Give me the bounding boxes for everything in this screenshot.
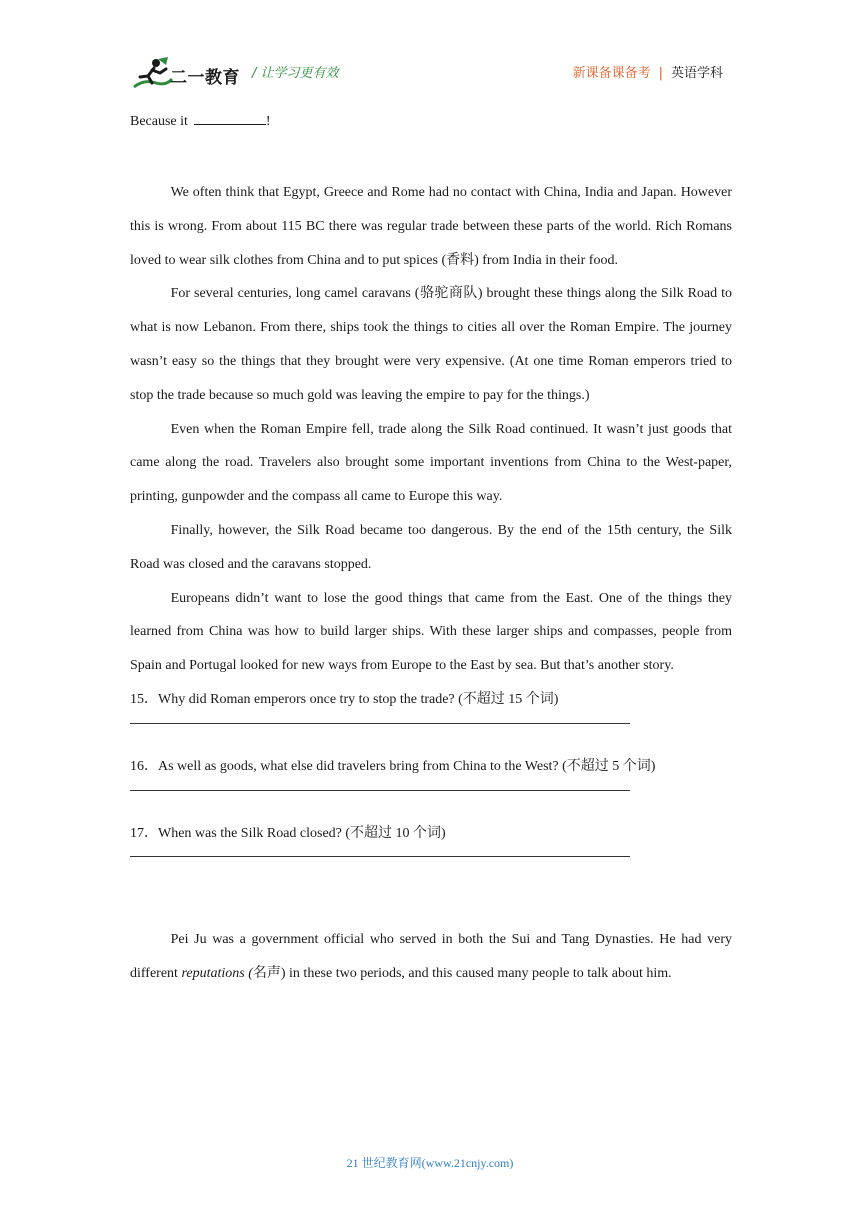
passage-paragraph: Even when the Roman Empire fell, trade along the Silk Road continued. It wasn’t just goods that came along the road. Travelers also brought some important inventions from China to the West-paper, printing, gunpowder and the compass all came to Europe this way. bbox=[130, 421, 732, 505]
passage-paragraph: Europeans didn’t want to lose the good things that came from the East. One of the things they learned from China was how to build larger ships. With these larger ships and compasses, people from Spain and Portugal looked for new ways from Europe to the East by sea. But that’s another story. bbox=[130, 590, 732, 674]
passage2-before: Pei Ju was a government official who served in both the Sui and Tang Dynasties. He had very different bbox=[130, 932, 732, 982]
intro-prefix: Because it bbox=[130, 114, 188, 129]
slogan: / 让学习更有效 bbox=[252, 66, 339, 81]
subject-label: 英语学科 bbox=[670, 66, 723, 81]
passage2-italic-term: reputations ( bbox=[181, 966, 253, 982]
document-body bbox=[130, 110, 732, 991]
answer-line-16[interactable] bbox=[130, 790, 630, 791]
passage2-paragraph bbox=[130, 923, 732, 991]
page-footer: 21 世纪教育网(www.21cnjy.com) bbox=[346, 1156, 514, 1170]
header-subject-info bbox=[573, 62, 723, 81]
page-header bbox=[0, 0, 860, 100]
passage2-after: 名声) in these two periods, and this caused many people to talk about him. bbox=[252, 966, 672, 982]
passage-paragraph: We often think that Egypt, Greece and Rome had no contact with China, India and Japan. However this is wrong. From about 115 BC there was regular trade between these parts of the world. Rich Romans loved to wear silk clothes from China and to put spices (香料) from India in their food. bbox=[130, 185, 732, 268]
question-17: 17．When was the Silk Road closed? (不超过 10 个词) bbox=[130, 825, 446, 841]
intro-line bbox=[130, 110, 732, 134]
question-16: 16．As well as goods, what else did travelers bring from China to the West? (不超过 5 个词) bbox=[130, 758, 656, 774]
logo-text: 二一教育 bbox=[170, 68, 240, 88]
answer-line-17[interactable] bbox=[130, 856, 630, 857]
intro-suffix: ! bbox=[265, 114, 271, 129]
fill-blank[interactable] bbox=[194, 110, 266, 125]
header-divider: | bbox=[658, 66, 663, 81]
runner-logo-icon bbox=[130, 57, 174, 91]
category-label: 新课备课备考 bbox=[572, 66, 651, 81]
logo bbox=[130, 57, 240, 91]
answer-line-15[interactable] bbox=[130, 723, 630, 724]
passage-paragraph: Finally, however, the Silk Road became too dangerous. By the end of the 15th century, the Silk Road was closed and the caravans stopped. bbox=[130, 522, 732, 572]
passage-paragraph: For several centuries, long camel caravans (骆驼商队) brought these things along the Silk Road to what is now Lebanon. From there, ships took the things to cities all over the Roman Empire. The journey wasn’t easy so the things that they brought were very expensive. (At one time Roman emperors tried to stop the trade because so much gold was leaving the empire to pay for the things.) bbox=[130, 286, 732, 403]
question-15: 15．Why did Roman emperors once try to stop the trade? (不超过 15 个词) bbox=[130, 691, 559, 707]
